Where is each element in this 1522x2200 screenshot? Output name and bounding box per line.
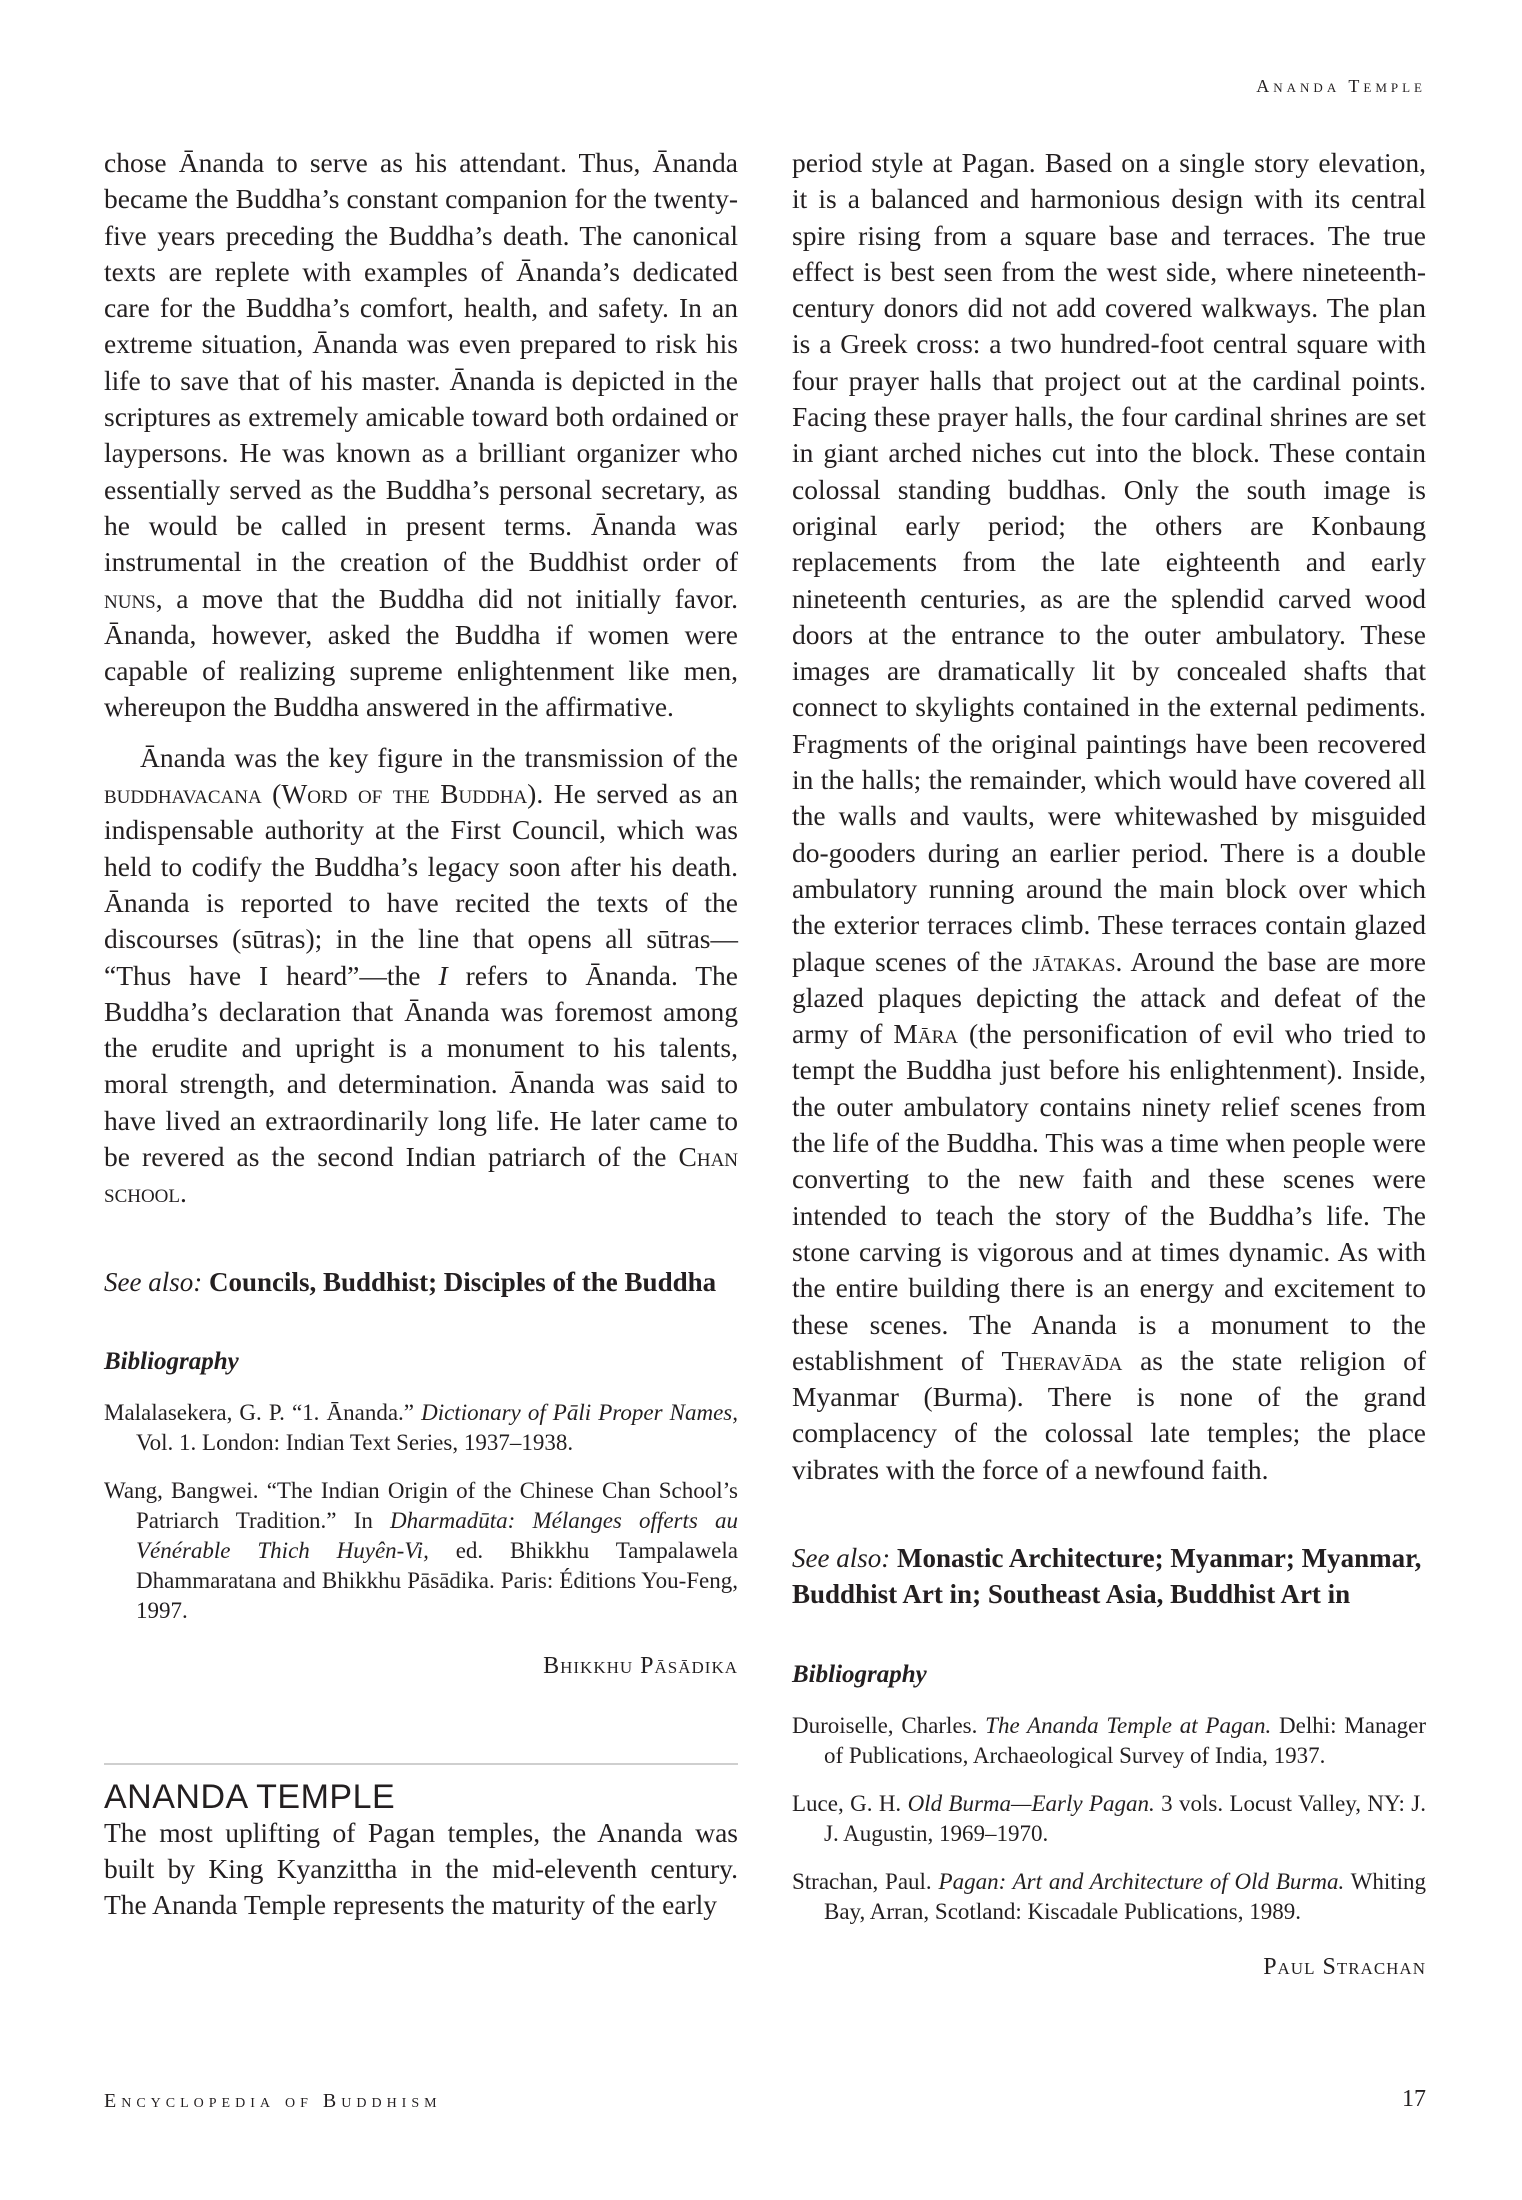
bibliography-entry: Strachan, Paul. Pagan: Art and Architecture of Old Burma. Whiting Bay, Arran, Scotland: Kiscadale Publications, 1989. (792, 1868, 1427, 1924)
text: refers to Ānanda. The Buddha’s declaration that Ānanda was foremost among the erudite and upright is a monument to his talents, moral strength, and determination. Ānanda was said to have lived an extraordinarily long life. He later came to be revered as the second Indian patriarch of the (104, 959, 739, 1173)
text: chose Ānanda to serve as his attendant. Thus, Ānanda became the Buddha’s constant companion for the twenty-five years preceding the Buddha’s death. The canonical texts are replete with examples of Ānanda’s dedicated care for the Buddha’s comfort, health, and safety. In an extreme situation, Ānanda was even prepared to risk his life to save that of his master. Ānanda is depicted in the scriptures as extremely amicable toward both ordained or laypersons. He was known as a brilliant organizer who essentially served as the Buddha’s personal secretary, as he would be called in present terms. Ānanda was instrumental in the creation of the Buddhist order of (104, 147, 738, 578)
see-also-label: See also: (792, 1542, 891, 1573)
cross-reference-link[interactable]: Māra (893, 1018, 958, 1050)
page-number: 17 (1402, 2086, 1426, 2112)
text: . He served as an indispensable authority at the First Council, which was held to codify the Buddha’s legacy soon after his death. Ānanda is reported to have recited the texts of the discourses (sūtras); in the line that opens all sūtras— “Thus have I heard”—the (104, 778, 739, 991)
cross-reference-link[interactable]: Chan school (104, 1141, 739, 1209)
author-signature: Bhikkhu Pāsādika (543, 1653, 738, 1680)
right-column (792, 145, 1426, 1985)
author-signature: Paul Strachan (1263, 1953, 1426, 1980)
paragraph (104, 145, 738, 726)
cross-reference-link[interactable]: jātakas (1032, 945, 1116, 977)
bibliography-heading: Bibliography (104, 1347, 239, 1375)
bibliography-entry: Luce, G. H. Old Burma—Early Pagan. 3 vols. Locust Valley, NY: J. J. Augustin, 1969–1970. (792, 1790, 1426, 1846)
bibliography-entry: Wang, Bangwei. “The Indian Origin of the Chinese Chan School’s Patriarch Tradition.” In Dharmadūta: Mélanges offerts au Vénérable Thich Huyên-Vi, ed. Bhikkhu Tampalawela Dhammaratana and Bhikkhu Pāsādika. Paris: Éditions You-Feng, 1997. (104, 1478, 739, 1624)
text: , a move that the Buddha did not initially favor. Ānanda, however, asked the Buddha if women were capable of realizing supreme enlightenment like men, whereupon the Buddha answered in the affirmative. (104, 582, 738, 723)
bibliography-entry: Malalasekera, G. P. “1. Ānanda.” Dictionary of Pāli Proper Names, Vol. 1. London: Indian Text Series, 1937–1938. (104, 1400, 738, 1456)
text: period style at Pagan. Based on a single story elevation, it is a balanced and harmonious design with its central spire rising from a square base and terraces. The true effect is best seen from the west side, where nineteenth-century donors did not add covered walkways. The plan is a Greek cross: a two hundred-foot central square with four prayer halls that project out at the cardinal points. Facing these prayer halls, the four cardinal shrines are set in giant arched niches cut into the block. These contain colossal standing buddhas. Only the south image is original early period; the others are Konbaung replacements from the late eighteenth and early nineteenth centuries, as are the splendid carved wood doors at the entrance to the outer ambulatory. These images are dramatically lit by concealed shafts that connect to skylights contained in the external pediments. Fragments of the original paintings have been recovered in the halls; the remainder, which would have covered all the walls and vaults, were whitewashed by misguided do-gooders during an earlier period. There is a double ambulatory running around the main block over which the exterior terraces climb. These terraces contain glazed plaque scenes of the (792, 147, 1426, 977)
bibliography-entry: Duroiselle, Charles. The Ananda Temple at Pagan. Delhi: Manager of Publications, Archaeological Survey of India, 1937. (792, 1712, 1427, 1768)
entry-title: ANANDA TEMPLE (104, 1777, 396, 1816)
see-also-links[interactable]: Councils, Buddhist; Disciples of the Buddha (208, 1266, 717, 1297)
cross-reference-link[interactable]: buddhavacana (Word of the Buddha) (104, 778, 537, 810)
paragraph (104, 740, 738, 1212)
see-also (792, 1540, 1426, 1613)
text: . (180, 1177, 187, 1209)
text: Ānanda was the key figure in the transmission of the (140, 741, 738, 773)
see-also-label: See also: (104, 1266, 203, 1297)
text: . Around the base are more glazed plaques depicting the attack and defeat of the army of (792, 945, 1426, 1050)
paragraph: The most uplifting of Pagan temples, the Ananda was built by King Kyanzittha in the mid-eleventh century. The Ananda Temple represents the maturity of the early (104, 1816, 738, 1921)
text: as the state religion of Myanmar (Burma). There is none of the grand complacency of the colossal late temples; the place vibrates with the force of a newfound faith. (792, 1344, 1427, 1485)
text: (the personification of evil who tried to tempt the Buddha just before his enlightenment). Inside, the outer ambulatory contains ninety relief scenes from the life of the Buddha. This was a time when people were converting to the new faith and these scenes were intended to teach the story of the Buddha’s life. The stone carving is vigorous and at times dynamic. As with the entire building there is an energy and excitement to these scenes. The Ananda is a monument to the establishment of (792, 1018, 1426, 1376)
footer-book-title: Encyclopedia of Buddhism (104, 2090, 442, 2112)
bibliography-heading: Bibliography (792, 1660, 927, 1688)
section-divider (104, 1763, 738, 1765)
cross-reference-link[interactable]: nuns (104, 582, 156, 614)
see-also (104, 1264, 738, 1300)
see-also-links[interactable]: Monastic Architecture; Myanmar; Myanmar, Buddhist Art in; Southeast Asia, Buddhist Art in (792, 1542, 1422, 1610)
running-head: Ananda Temple (1256, 76, 1426, 96)
left-column (104, 145, 738, 1924)
italic-text: I (438, 959, 448, 991)
paragraph (792, 145, 1426, 1488)
cross-reference-link[interactable]: Theravāda (1001, 1344, 1123, 1376)
